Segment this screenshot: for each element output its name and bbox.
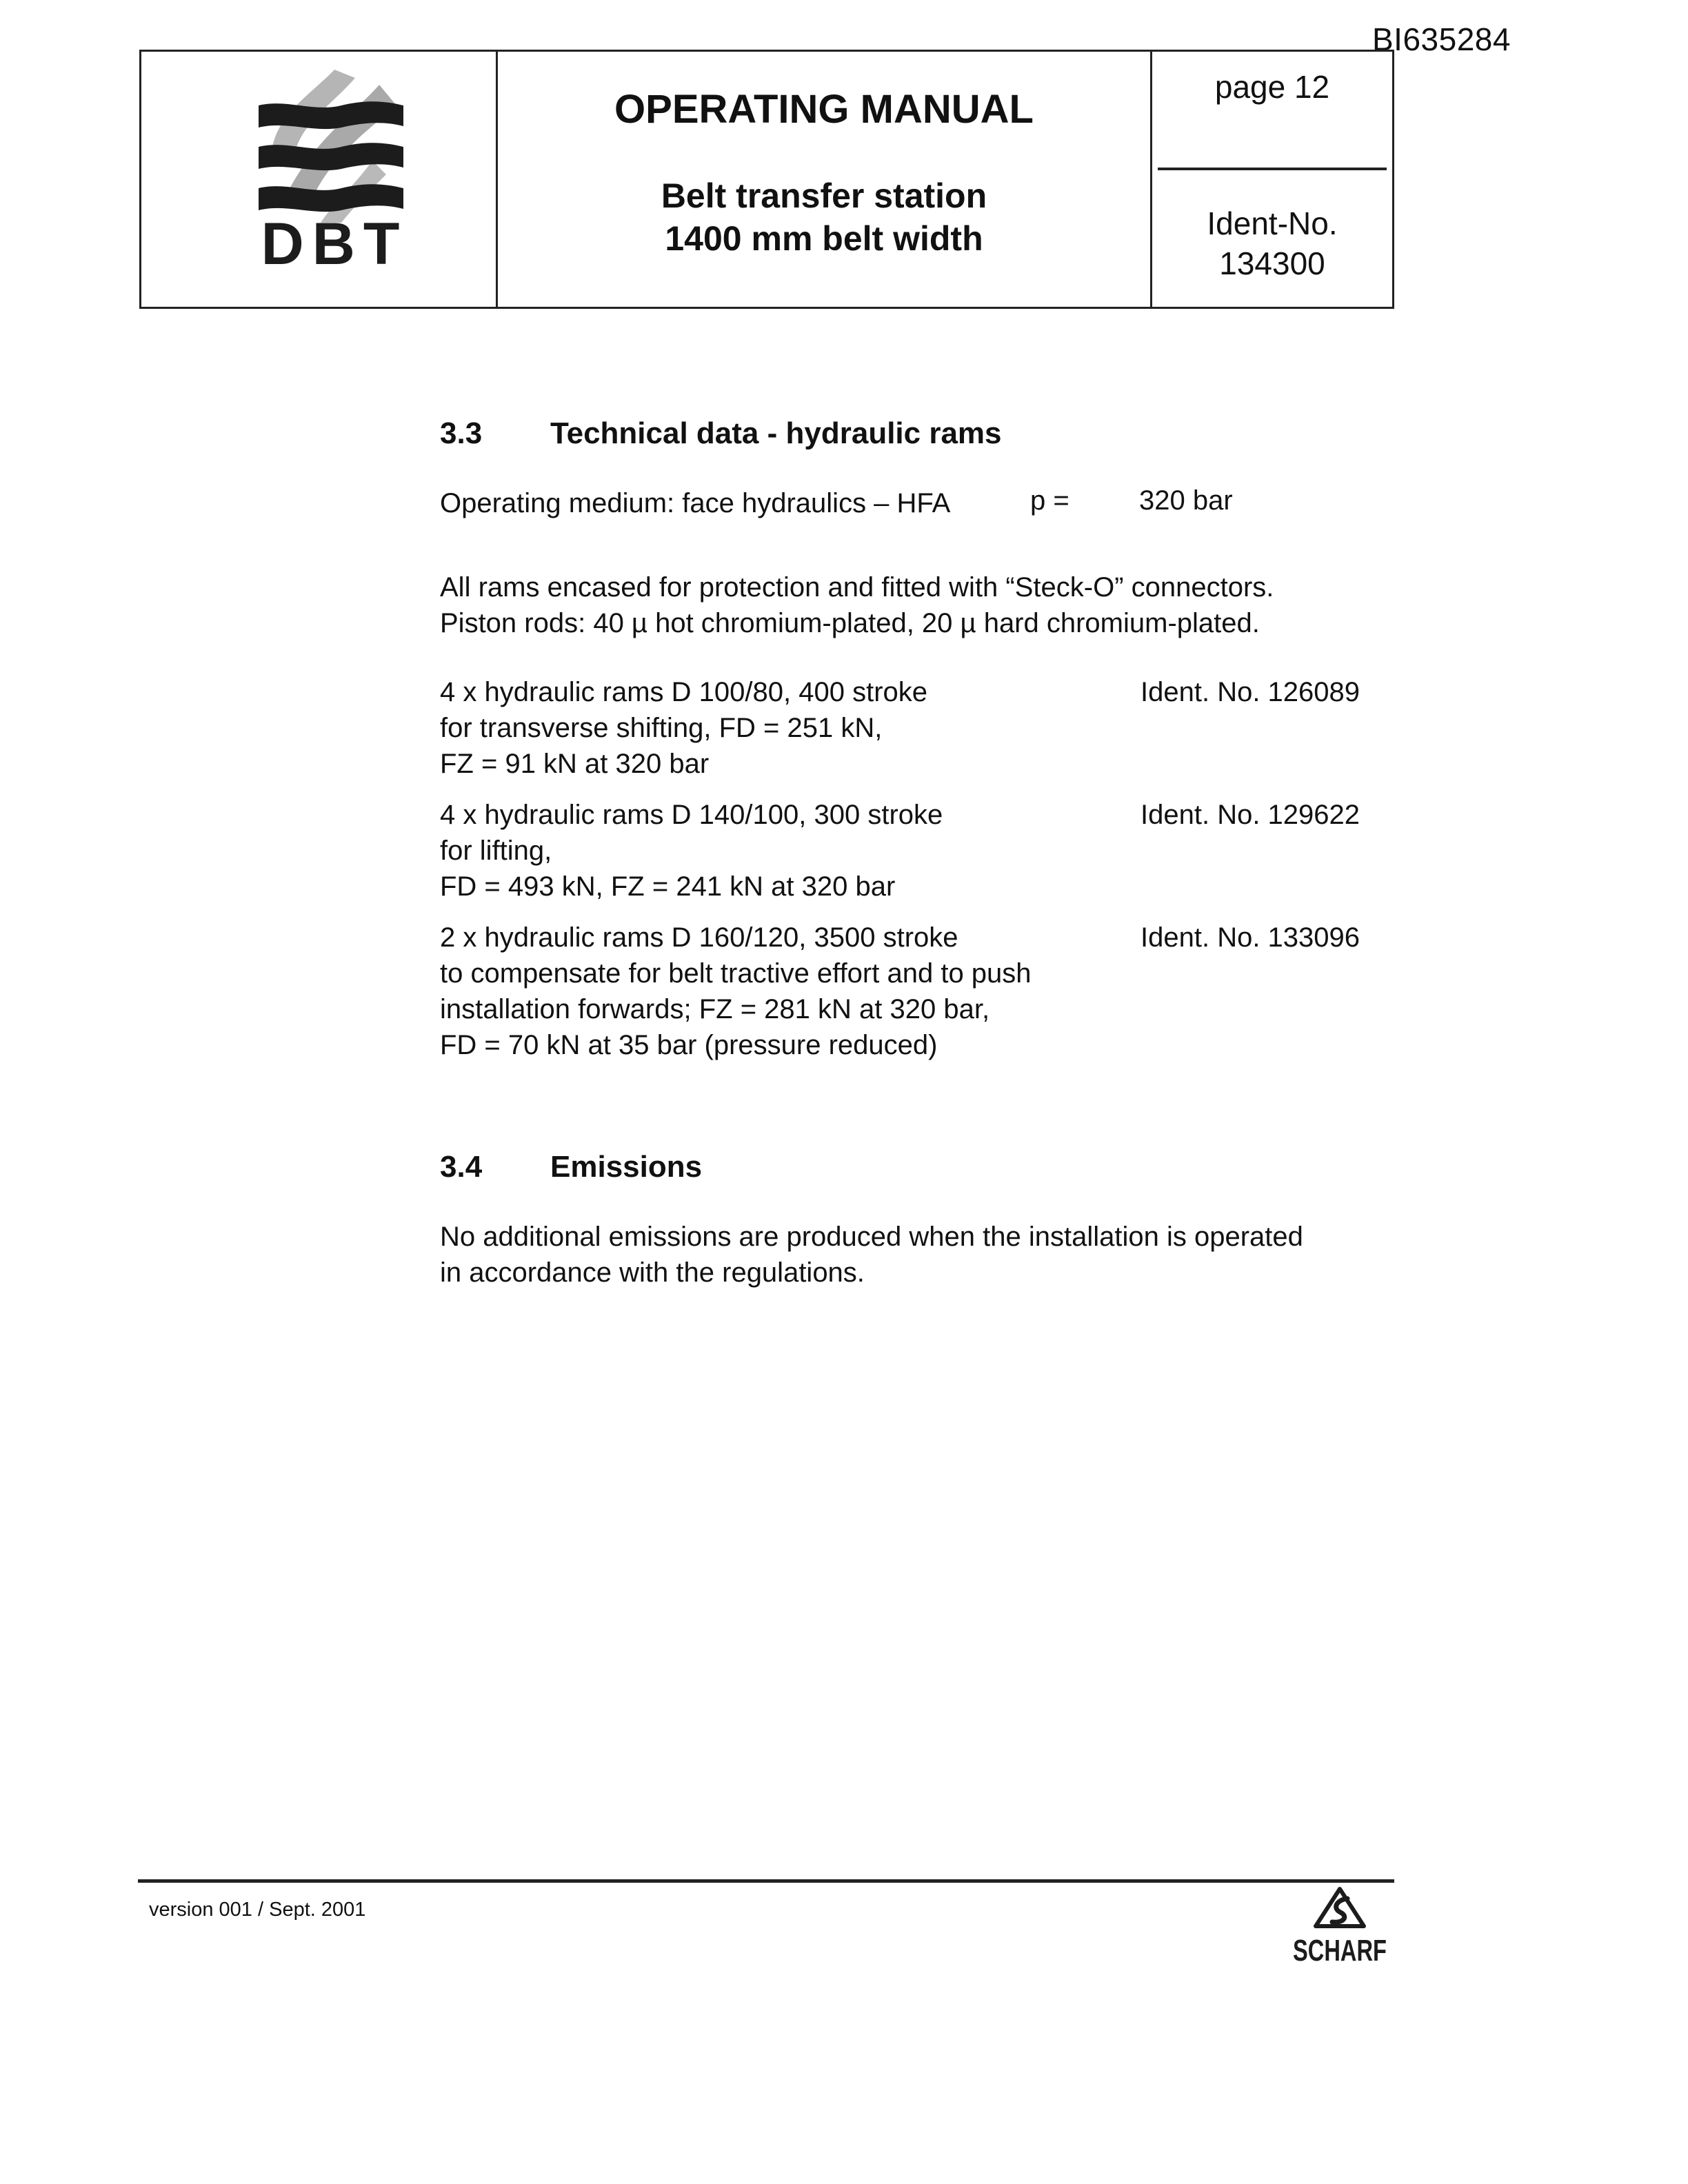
manual-title: OPERATING MANUAL — [614, 87, 1034, 132]
section-heading-3-4 — [440, 1150, 702, 1184]
ram-line: 4 x hydraulic rams D 140/100, 300 stroke — [440, 800, 943, 830]
ram-line: 2 x hydraulic rams D 160/120, 3500 stroke — [440, 922, 958, 953]
dbt-logo — [231, 64, 438, 277]
encasing-note — [440, 569, 1274, 641]
pressure-value: 320 bar — [1139, 485, 1233, 516]
version-note: version 001 / Sept. 2001 — [149, 1899, 366, 1921]
dbt-logo-text: DBT — [261, 211, 408, 277]
meta-divider — [1158, 168, 1387, 170]
emissions-text — [440, 1219, 1303, 1291]
encasing-line-2: Piston rods: 40 µ hot chromium-plated, 20 µ hard chromium-plated. — [440, 608, 1260, 638]
section-title: Technical data - hydraulic rams — [550, 416, 1002, 450]
ram-line: for lifting, — [440, 836, 552, 866]
ram-entry — [440, 674, 1405, 782]
ident-number — [1152, 203, 1392, 283]
encasing-line-1: All rams encased for protection and fitted with “Steck-O” connectors. — [440, 572, 1274, 603]
ram-ident: Ident. No. 133096 — [1141, 922, 1360, 953]
subtitle-line-2: 1400 mm belt width — [665, 219, 983, 258]
ram-line: to compensate for belt tractive effort and to push — [440, 958, 1032, 989]
meta-cell — [1152, 52, 1392, 307]
ident-value: 134300 — [1219, 245, 1325, 281]
document-id: BI635284 — [1372, 21, 1511, 57]
logo-cell — [141, 52, 496, 307]
subtitle-line-1: Belt transfer station — [661, 176, 987, 215]
section-heading-3-3 — [440, 416, 1002, 451]
scharf-logo — [1288, 1883, 1391, 1969]
scharf-logo-text: SCHARF — [1293, 1934, 1387, 1968]
section-number: 3.3 — [440, 416, 483, 450]
section-title: Emissions — [550, 1150, 703, 1184]
page-number: page 12 — [1214, 69, 1330, 105]
ram-line: FZ = 91 kN at 320 bar — [440, 749, 710, 779]
ram-line: 4 x hydraulic rams D 100/80, 400 stroke — [440, 677, 928, 707]
document-header — [139, 50, 1394, 309]
footer-divider — [138, 1879, 1394, 1883]
ram-ident: Ident. No. 129622 — [1141, 800, 1360, 830]
ident-label: Ident-No. — [1207, 205, 1338, 241]
ram-line: FD = 493 kN, FZ = 241 kN at 320 bar — [440, 871, 896, 902]
emissions-line-1: No additional emissions are produced when the installation is operated — [440, 1222, 1303, 1252]
emissions-line-2: in accordance with the regulations. — [440, 1257, 865, 1288]
section-number: 3.4 — [440, 1150, 483, 1184]
pressure-label: p = — [1030, 485, 1069, 516]
ram-line: FD = 70 kN at 35 bar (pressure reduced) — [440, 1030, 938, 1060]
ram-ident: Ident. No. 126089 — [1141, 677, 1360, 707]
operating-medium: Operating medium: face hydraulics – HFA — [440, 488, 951, 518]
ram-entry — [440, 797, 1405, 904]
ram-entry — [440, 920, 1405, 1063]
ram-line: installation forwards; FZ = 281 kN at 320 bar, — [440, 994, 990, 1024]
ram-line: for transverse shifting, FD = 251 kN, — [440, 713, 883, 743]
title-cell — [498, 52, 1150, 307]
manual-subtitle — [498, 174, 1150, 260]
